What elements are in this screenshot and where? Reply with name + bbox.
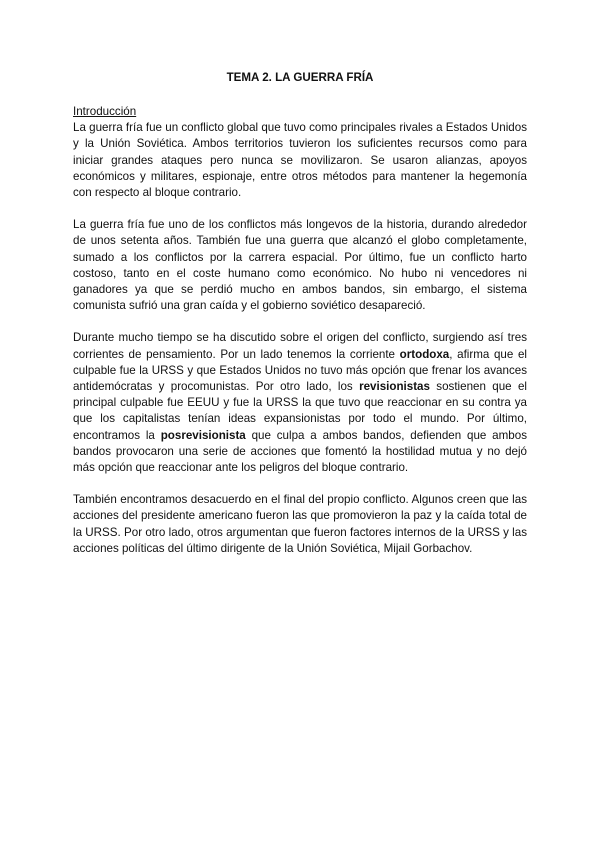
paragraph-3-text-b: , afirma que el culpable fue la URSS y que Estados Unidos no tuvo más opción que frenar los avances antidemócratas y procomunistas. Por otro lado, los — [73, 347, 527, 394]
term-revisionistas: revisionistas — [359, 380, 430, 394]
paragraph-3 — [73, 330, 527, 476]
page-title: TEMA 2. LA GUERRA FRÍA — [226, 71, 374, 84]
document-body — [73, 104, 527, 557]
paragraph-1: La guerra fría fue un conflicto global que tuvo como principales rivales a Estados Unidos y la Unión Soviética. Ambos territorios tuvieron los suficientes recursos como para iniciar grandes ataques pero nunca se movilizaron. Se usaron alianzas, apoyos económicos y militares, espionaje, entre otros métodos para mantener la hegemonía con respecto al bloque contrario. — [73, 121, 527, 200]
paragraph-2: La guerra fría fue uno de los conflictos más longevos de la historia, durando alrededor de unos setenta años. También fue una guerra que alcanzó el globo completamente, sumado a los conflictos por la carrera espacial. Por último, fue un conflicto harto costoso, tanto en el coste humano como económico. No hubo ni vencedores ni ganadores ya que se perdió mucho en ambos bandos, sin embargo, el sistema comunista sufrió una gran caída y el gobierno soviético desapareció. — [73, 218, 527, 313]
term-ortodoxa: ortodoxa — [399, 347, 450, 361]
section-heading-introduccion: Introducción — [73, 105, 137, 118]
term-posrevisionista: posrevisionista — [160, 428, 246, 442]
paragraph-3-text-d: que culpa a ambos bandos, defienden que ambos bandos provocaron una serie de acciones que fomentó la hostilidad mutua y no dejó más opción que reaccionar ante los peligros del bloque contrario. — [73, 428, 527, 475]
paragraph-3-text-c: sostienen que el principal culpable fue EEUU y fue la URSS la que tuvo que reaccionar en su contra ya que los capitalistas tenían ideas expansionistas por todo el mundo. Por último, encontramos la — [73, 380, 527, 442]
paragraph-3-text-a: Durante mucho tiempo se ha discutido sobre el origen del conflicto, surgiendo así tres corrientes de pensamiento. Por un lado tenemos la corriente — [73, 331, 527, 361]
paragraph-4: También encontramos desacuerdo en el final del propio conflicto. Algunos creen que las acciones del presidente americano fueron las que promovieron la paz y la caída total de la URSS. Por otro lado, otros argumentan que fueron factores internos de la URSS y las acciones políticas del último dirigente de la Unión Soviética, Mijail Gorbachov. — [73, 493, 527, 555]
